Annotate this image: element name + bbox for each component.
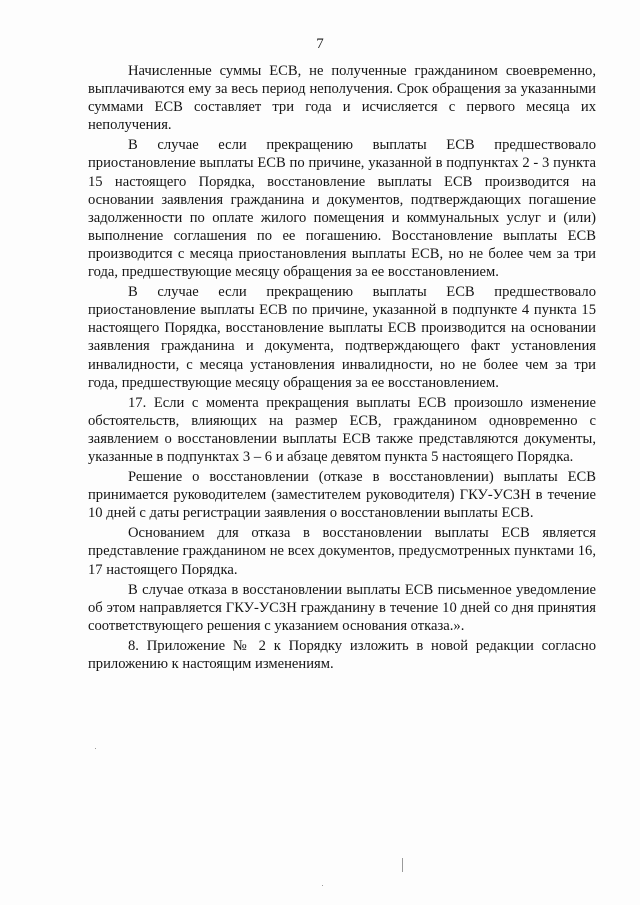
page-number: 7: [316, 36, 324, 52]
paragraph-item-17: 17. Если с момента прекращения выплаты ЕСВ произошло изменение обстоятельств, влияющих на размер ЕСВ, гражданином одновременно с заявлением о восстановлении выплаты ЕСВ также представляются документы, указанные в подпунктах 3 – 6 и абзаце девятом пункта 5 настоящего Порядка.: [88, 394, 596, 465]
paragraph-restoration-disability: В случае если прекращению выплаты ЕСВ предшествовало приостановление выплаты ЕСВ по причине, указанной в подпункте 4 пункта 15 настоящего Порядка, восстановление выплаты ЕСВ производится на основании заявления гражданина и документа, подтверждающего факт установления инвалидности, с месяца установления инвалидности, но не более чем за три года, предшествующие месяцу обращения за ее восстановлением.: [88, 284, 596, 391]
paragraph-unpaid-sums: Начисленные суммы ЕСВ, не полученные гражданином своевременно, выплачиваются ему за весь период неполучения. Срок обращения за указанными суммами ЕСВ составляет три года и исчисляется с первого месяца их неполучения.: [88, 63, 596, 134]
scan-dot: [402, 858, 403, 872]
scan-dot: [95, 748, 96, 749]
paragraph-refusal-grounds: Основанием для отказа в восстановлении выплаты ЕСВ является представление гражданином не всех документов, предусмотренных пунктами 16, 17 настоящего Порядка.: [88, 525, 596, 578]
paragraph-decision: Решение о восстановлении (отказе в восстановлении) выплаты ЕСВ принимается руководителем (заместителем руководителя) ГКУ-УСЗН в течение 10 дней с даты регистрации заявления о восстановлении выплаты ЕСВ.: [88, 469, 596, 522]
paragraph-refusal-notice: В случае отказа в восстановлении выплаты ЕСВ письменное уведомление об этом направляется ГКУ-УСЗН гражданину в течение 10 дней со дня принятия соответствующего решения с указанием основания отказа.».: [88, 581, 596, 634]
scan-dot: [322, 885, 323, 886]
paragraph-restoration-debt: В случае если прекращению выплаты ЕСВ предшествовало приостановление выплаты ЕСВ по причине, указанной в подпунктах 2 - 3 пункта 15 настоящего Порядка, восстановление выплаты ЕСВ производится на основании заявления гражданина и документов, подтверждающих погашение задолженности по оплате жилого помещения и коммунальных услуг и (или) выполнение соглашения по ее погашению. Восстановление выплаты ЕСВ производится с месяца приостановления выплаты ЕСВ, но не более чем за три года, предшествующие месяцу обращения за ее восстановлением.: [88, 137, 596, 281]
document-body: [88, 62, 596, 675]
paragraph-item-8: 8. Приложение № 2 к Порядку изложить в новой редакции согласно приложению к настоящим изменениям.: [88, 637, 596, 672]
